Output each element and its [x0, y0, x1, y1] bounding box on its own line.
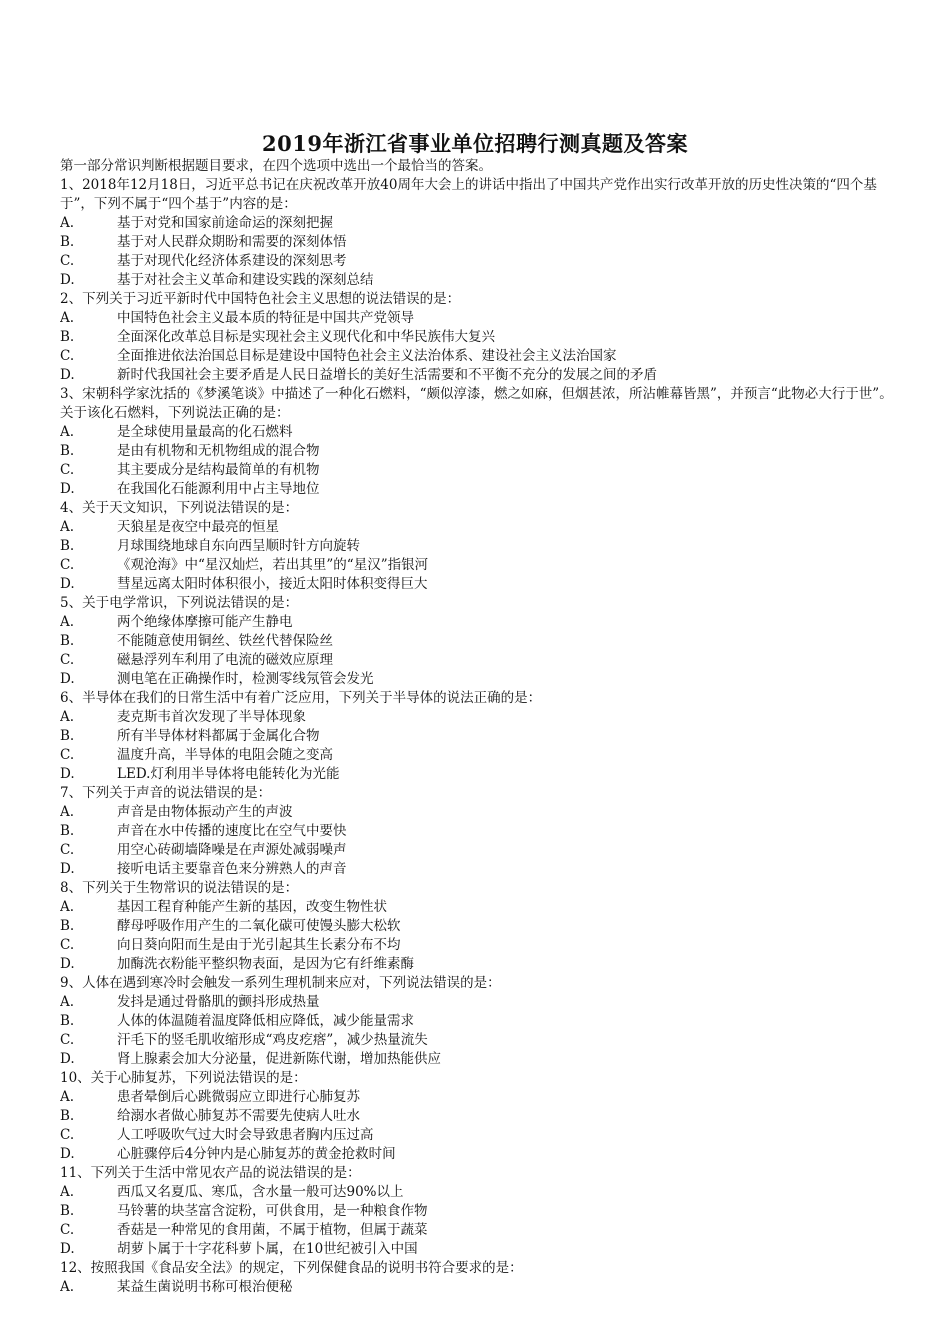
option-text: LED.灯利用半导体将电能转化为光能 — [117, 766, 340, 782]
option-label: A. — [60, 804, 75, 820]
option-label: C. — [60, 652, 75, 668]
answer-option — [60, 917, 900, 936]
option-text: 加酶洗衣粉能平整织物表面，是因为它有纤维素酶 — [117, 956, 414, 972]
option-label: A. — [60, 424, 75, 440]
option-text: 心脏骤停后4分钟内是心肺复苏的黄金抢救时间 — [117, 1146, 396, 1162]
answer-option — [60, 765, 900, 784]
option-label: C. — [60, 747, 75, 763]
question-text: 7、下列关于声音的说法错误的是： — [60, 785, 272, 801]
answer-option — [60, 822, 900, 841]
question-text: 1、2018年12月18日，习近平总书记在庆祝改革开放40周年大会上的讲话中指出了中国共产党作出实行改革开放的历史性决策的“四个基于”，下列不属于“四个基于”内容的是： — [60, 177, 877, 212]
answer-option — [60, 1107, 900, 1126]
answer-option — [60, 1221, 900, 1240]
option-label: D. — [60, 367, 75, 383]
option-text: 月球围绕地球自东向西呈顺时针方向旋转 — [117, 538, 360, 554]
option-label: D. — [60, 481, 75, 497]
option-text: 基于对党和国家前途命运的深刻把握 — [117, 215, 333, 231]
option-text: 给溺水者做心肺复苏不需要先使病人吐水 — [117, 1108, 360, 1124]
answer-option — [60, 233, 900, 252]
option-label: C. — [60, 937, 75, 953]
option-text: 不能随意使用铜丝、铁丝代替保险丝 — [117, 633, 333, 649]
option-text: 汗毛下的竖毛肌收缩形成“鸡皮疙瘩”，减少热量流失 — [117, 1032, 428, 1048]
option-label: C. — [60, 842, 75, 858]
option-label: D. — [60, 766, 75, 782]
answer-option — [60, 936, 900, 955]
question-text: 5、关于电学常识，下列说法错误的是： — [60, 595, 299, 611]
option-label: B. — [60, 443, 75, 459]
answer-option — [60, 480, 900, 499]
option-label: D. — [60, 861, 75, 877]
question-text: 11、下列关于生活中常见农产品的说法错误的是： — [60, 1165, 361, 1181]
question-text: 9、人体在遇到寒冷时会触发一系列生理机制来应对，下列说法错误的是： — [60, 975, 501, 991]
option-text: 用空心砖砌墙降噪是在声源处减弱噪声 — [117, 842, 347, 858]
document-title: 2019年浙江省事业单位招聘行测真题及答案 — [262, 131, 688, 156]
option-text: 发抖是通过骨骼肌的颤抖形成热量 — [117, 994, 320, 1010]
option-text: 其主要成分是结构最简单的有机物 — [117, 462, 320, 478]
answer-option — [60, 1240, 900, 1259]
option-text: 全面推进依法治国总目标是建设中国特色社会主义法治体系、建设社会主义法治国家 — [117, 348, 617, 364]
answer-option — [60, 651, 900, 670]
answer-option — [60, 1145, 900, 1164]
answer-option — [60, 727, 900, 746]
option-text: 彗星远离太阳时体积很小，接近太阳时体积变得巨大 — [117, 576, 428, 592]
option-text: 是由有机物和无机物组成的混合物 — [117, 443, 320, 459]
answer-option — [60, 898, 900, 917]
option-label: D. — [60, 1051, 75, 1067]
answer-option — [60, 1126, 900, 1145]
option-text: 全面深化改革总目标是实现社会主义现代化和中华民族伟大复兴 — [117, 329, 495, 345]
option-label: B. — [60, 918, 75, 934]
question-text: 2、下列关于习近平新时代中国特色社会主义思想的说法错误的是： — [60, 291, 461, 307]
answer-option — [60, 955, 900, 974]
answer-option — [60, 746, 900, 765]
question-text: 4、关于天文知识，下列说法错误的是： — [60, 500, 299, 516]
option-label: D. — [60, 671, 75, 687]
option-text: 天狼星是夜空中最亮的恒星 — [117, 519, 279, 535]
answer-option — [60, 575, 900, 594]
option-text: 中国特色社会主义最本质的特征是中国共产党领导 — [117, 310, 414, 326]
option-label: B. — [60, 823, 75, 839]
option-text: 酵母呼吸作用产生的二氧化碳可使馒头膨大松软 — [117, 918, 401, 934]
answer-option — [60, 632, 900, 651]
option-text: 向日葵向阳而生是由于光引起其生长素分布不均 — [117, 937, 401, 953]
option-text: 香菇是一种常见的食用菌，不属于植物，但属于蔬菜 — [117, 1222, 428, 1238]
option-label: A. — [60, 1279, 75, 1295]
answer-option — [60, 1183, 900, 1202]
answer-option — [60, 214, 900, 233]
option-label: D. — [60, 576, 75, 592]
option-text: 某益生菌说明书称可根治便秘 — [117, 1279, 293, 1295]
answer-option — [60, 1050, 900, 1069]
option-label: A. — [60, 899, 75, 915]
answer-option — [60, 1088, 900, 1107]
question-text: 12、按照我国《食品安全法》的规定，下列保健食品的说明书符合要求的是： — [60, 1260, 523, 1276]
option-text: 声音在水中传播的速度比在空气中要快 — [117, 823, 347, 839]
option-text: 人工呼吸吹气过大时会导致患者胸内压过高 — [117, 1127, 374, 1143]
option-label: A. — [60, 709, 75, 725]
option-label: D. — [60, 956, 75, 972]
option-text: 两个绝缘体摩擦可能产生静电 — [117, 614, 293, 630]
option-text: 接听电话主要靠音色来分辨熟人的声音 — [117, 861, 347, 877]
option-label: B. — [60, 728, 75, 744]
option-label: D. — [60, 272, 75, 288]
answer-option — [60, 993, 900, 1012]
answer-option — [60, 442, 900, 461]
option-label: B. — [60, 234, 75, 250]
option-text: 人体的体温随着温度降低相应降低，减少能量需求 — [117, 1013, 414, 1029]
option-text: 温度升高，半导体的电阻会随之变高 — [117, 747, 333, 763]
option-text: 西瓜又名夏瓜、寒瓜，含水量一般可达90%以上 — [117, 1184, 404, 1200]
option-label: D. — [60, 1146, 75, 1162]
answer-option — [60, 252, 900, 271]
answer-option — [60, 271, 900, 290]
option-text: 基于对现代化经济体系建设的深刻思考 — [117, 253, 347, 269]
option-label: B. — [60, 633, 75, 649]
answer-option — [60, 1202, 900, 1221]
option-text: 患者晕倒后心跳微弱应立即进行心肺复苏 — [117, 1089, 360, 1105]
answer-option — [60, 366, 900, 385]
option-text: 马铃薯的块茎富含淀粉，可供食用，是一种粮食作物 — [117, 1203, 428, 1219]
option-text: 所有半导体材料都属于金属化合物 — [117, 728, 320, 744]
option-text: 《观沧海》中“星汉灿烂，若出其里”的“星汉”指银河 — [117, 557, 429, 573]
option-label: B. — [60, 1203, 75, 1219]
option-text: 在我国化石能源利用中占主导地位 — [117, 481, 320, 497]
answer-option — [60, 423, 900, 442]
option-label: A. — [60, 1184, 75, 1200]
option-label: B. — [60, 329, 75, 345]
option-label: B. — [60, 538, 75, 554]
answer-option — [60, 518, 900, 537]
option-label: A. — [60, 215, 75, 231]
question-text: 6、半导体在我们的日常生活中有着广泛应用，下列关于半导体的说法正确的是： — [60, 690, 542, 706]
option-label: A. — [60, 614, 75, 630]
option-label: C. — [60, 348, 75, 364]
question-text: 10、关于心肺复苏，下列说法错误的是： — [60, 1070, 307, 1086]
answer-option — [60, 537, 900, 556]
option-text: 测电笔在正确操作时，检测零线氖管会发光 — [117, 671, 374, 687]
option-text: 磁悬浮列车利用了电流的磁效应原理 — [117, 652, 333, 668]
option-label: A. — [60, 519, 75, 535]
answer-option — [60, 347, 900, 366]
answer-option — [60, 1012, 900, 1031]
answer-option — [60, 803, 900, 822]
answer-option — [60, 461, 900, 480]
option-text: 是全球使用量最高的化石燃料 — [117, 424, 293, 440]
answer-option — [60, 1031, 900, 1050]
option-text: 新时代我国社会主要矛盾是人民日益增长的美好生活需要和不平衡不充分的发展之间的矛盾 — [117, 367, 657, 383]
option-text: 肾上腺素会加大分泌量，促进新陈代谢，增加热能供应 — [117, 1051, 441, 1067]
question-text: 8、下列关于生物常识的说法错误的是： — [60, 880, 299, 896]
intro-text: 第一部分常识判断根据题目要求，在四个选项中选出一个最恰当的答案。 — [60, 158, 492, 174]
answer-option — [60, 556, 900, 575]
document-body — [60, 157, 900, 1297]
answer-option — [60, 841, 900, 860]
answer-option — [60, 309, 900, 328]
option-text: 麦克斯韦首次发现了半导体现象 — [117, 709, 306, 725]
option-label: A. — [60, 310, 75, 326]
option-text: 基于对社会主义革命和建设实践的深刻总结 — [117, 272, 374, 288]
answer-option — [60, 670, 900, 689]
answer-option — [60, 708, 900, 727]
option-label: D. — [60, 1241, 75, 1257]
option-label: C. — [60, 1032, 75, 1048]
option-label: C. — [60, 1127, 75, 1143]
option-label: B. — [60, 1108, 75, 1124]
option-text: 声音是由物体振动产生的声波 — [117, 804, 293, 820]
answer-option — [60, 1278, 900, 1297]
option-label: C. — [60, 462, 75, 478]
option-label: B. — [60, 1013, 75, 1029]
option-label: C. — [60, 1222, 75, 1238]
option-text: 胡萝卜属于十字花科萝卜属，在10世纪被引入中国 — [117, 1241, 418, 1257]
answer-option — [60, 328, 900, 347]
option-text: 基因工程育种能产生新的基因，改变生物性状 — [117, 899, 387, 915]
answer-option — [60, 860, 900, 879]
answer-option — [60, 613, 900, 632]
option-label: A. — [60, 1089, 75, 1105]
option-label: C. — [60, 557, 75, 573]
option-label: A. — [60, 994, 75, 1010]
option-text: 基于对人民群众期盼和需要的深刻体悟 — [117, 234, 347, 250]
option-label: C. — [60, 253, 75, 269]
question-text: 3、宋朝科学家沈括的《梦溪笔谈》中描述了一种化石燃料，“颇似淳漆，燃之如麻，但烟甚浓，所沾帷幕皆黑”，并预言“此物必大行于世”。关于该化石燃料，下列说法正确的是： — [60, 386, 893, 421]
